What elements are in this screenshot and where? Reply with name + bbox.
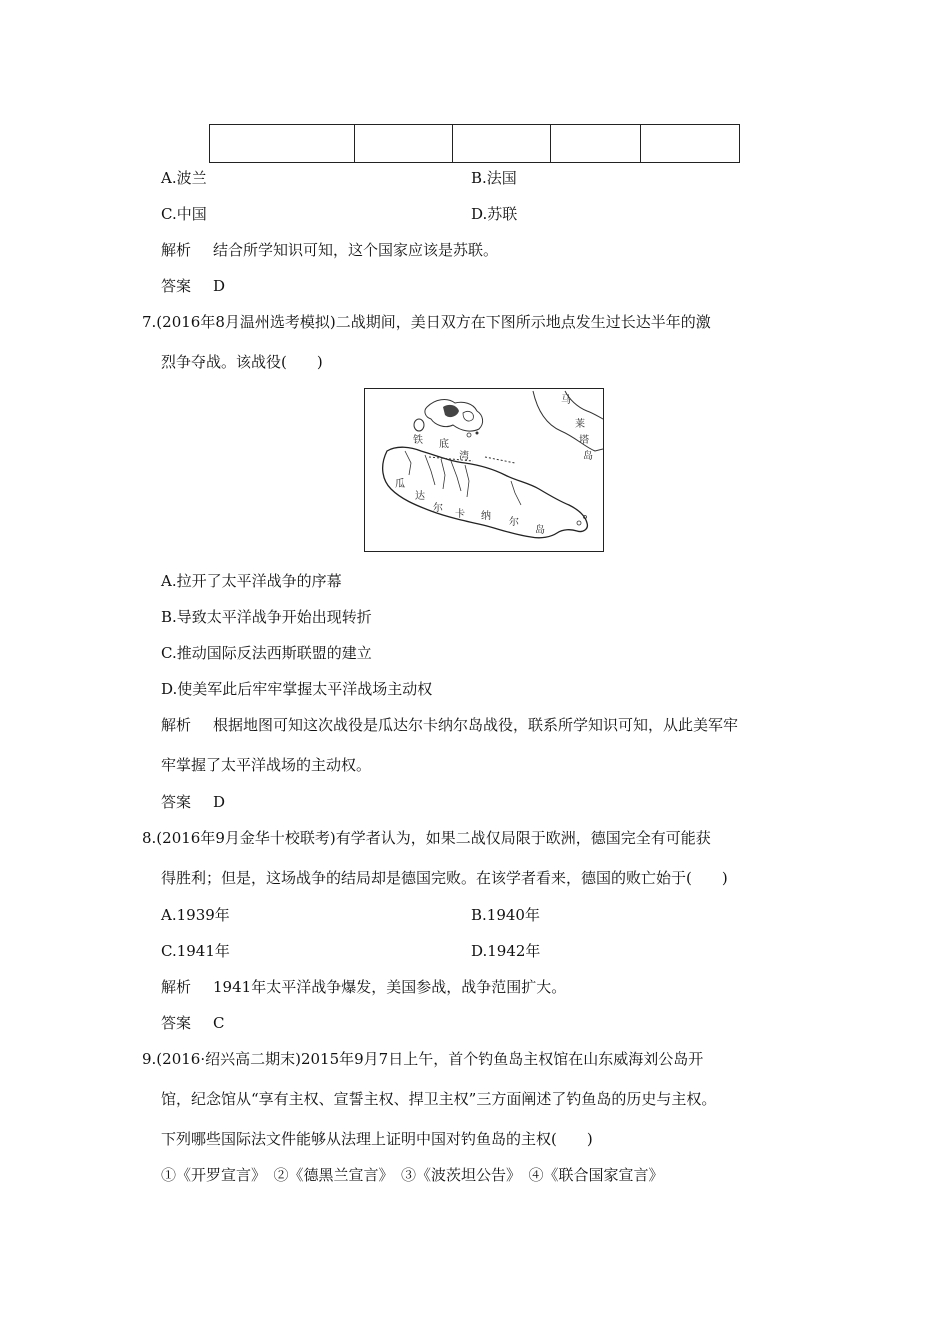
q8-stem-line1: 8.(2016年9月金华十校联考)有学者认为，如果二战仅局限于欧洲，德国完全有可能获 <box>142 829 711 847</box>
map-drawing <box>365 389 603 551</box>
table-cell <box>641 125 740 163</box>
q7-option-c: C.推动国际反法西斯联盟的建立 <box>161 644 372 662</box>
analysis-label: 解析 <box>161 241 192 259</box>
q7-stem-line1: 7.(2016年8月温州选考模拟)二战期间，美日双方在下图所示地点发生过长达半年的激 <box>142 313 711 331</box>
map-label: 达 <box>415 491 425 502</box>
q7-stem-line2: 烈争夺战。该战役( ) <box>161 353 323 371</box>
q7-analysis-line2: 牢掌握了太平洋战场的主动权。 <box>161 756 372 774</box>
q9-stem-line1: 9.(2016·绍兴高二期末)2015年9月7日上午，首个钓鱼岛主权馆在山东威海刘公岛开 <box>142 1050 704 1068</box>
map-label: 岛 <box>583 451 593 462</box>
answer-label: 答案 <box>161 793 192 811</box>
q8-stem-line2: 得胜利；但是，这场战争的结局却是德国完败。在该学者看来，德国的败亡始于( ) <box>161 869 728 887</box>
q9-stem-line3: 下列哪些国际法文件能够从法理上证明中国对钓鱼岛的主权( ) <box>161 1130 593 1148</box>
map-label: 马 <box>561 395 571 406</box>
answer-value: C <box>213 1014 225 1032</box>
map-label: 底 <box>439 439 449 450</box>
table-cell <box>453 125 551 163</box>
map-label: 塔 <box>579 435 589 446</box>
q7-option-d: D.使美军此后牢牢掌握太平洋战场主动权 <box>161 680 433 698</box>
q6-option-c: C.中国 <box>161 205 207 223</box>
q9-stem-line2: 馆，纪念馆从“享有主权、宣誓主权、捍卫主权”三方面阐述了钓鱼岛的历史与主权。 <box>161 1090 717 1108</box>
q8-option-a: A.1939年 <box>161 906 230 924</box>
q8-option-c: C.1941年 <box>161 942 230 960</box>
map-label: 纳 <box>481 511 491 522</box>
analysis-text: 1941年太平洋战争爆发，美国参战，战争范围扩大。 <box>213 978 567 996</box>
q9-items: ①《开罗宣言》 ②《德黑兰宣言》 ③《波茨坦公告》 ④《联合国家宣言》 <box>161 1166 664 1184</box>
q7-answer <box>161 791 225 812</box>
table-cell <box>210 125 355 163</box>
map-label: 卡 <box>455 509 465 520</box>
q8-option-d: D.1942年 <box>471 942 541 960</box>
analysis-label: 解析 <box>161 978 192 996</box>
map-label: 岛 <box>535 525 545 536</box>
map-label: 尔 <box>509 517 519 528</box>
answer-value: D <box>213 277 226 295</box>
q7-option-b: B.导致太平洋战争开始出现转折 <box>161 608 372 626</box>
map-label: 莱 <box>575 419 585 430</box>
q6-option-a: A.波兰 <box>161 169 207 187</box>
map-label: 瓜 <box>395 479 405 490</box>
map-label: 湾 <box>459 451 469 462</box>
q6-answer <box>161 275 225 296</box>
answer-label: 答案 <box>161 277 192 295</box>
analysis-text: 结合所学知识可知，这个国家应该是苏联。 <box>213 241 499 259</box>
map-label: 铁 <box>413 435 423 446</box>
q6-option-d: D.苏联 <box>471 205 518 223</box>
analysis-text: 根据地图可知这次战役是瓜达尔卡纳尔岛战役，联系所学知识可知，从此美军牢 <box>213 716 739 734</box>
q7-option-a: A.拉开了太平洋战争的序幕 <box>161 572 342 590</box>
q8-answer <box>161 1012 225 1033</box>
answer-label: 答案 <box>161 1014 192 1032</box>
guadalcanal-map <box>364 388 604 552</box>
blank-table <box>209 124 740 163</box>
answer-value: D <box>213 793 226 811</box>
q8-analysis <box>161 976 566 997</box>
map-label: 尔 <box>433 503 443 514</box>
q8-option-b: B.1940年 <box>471 906 540 924</box>
q6-option-b: B.法国 <box>471 169 517 187</box>
q7-analysis-line1 <box>161 714 738 735</box>
table-cell <box>551 125 641 163</box>
q6-analysis <box>161 239 498 260</box>
analysis-label: 解析 <box>161 716 192 734</box>
table-cell <box>355 125 453 163</box>
